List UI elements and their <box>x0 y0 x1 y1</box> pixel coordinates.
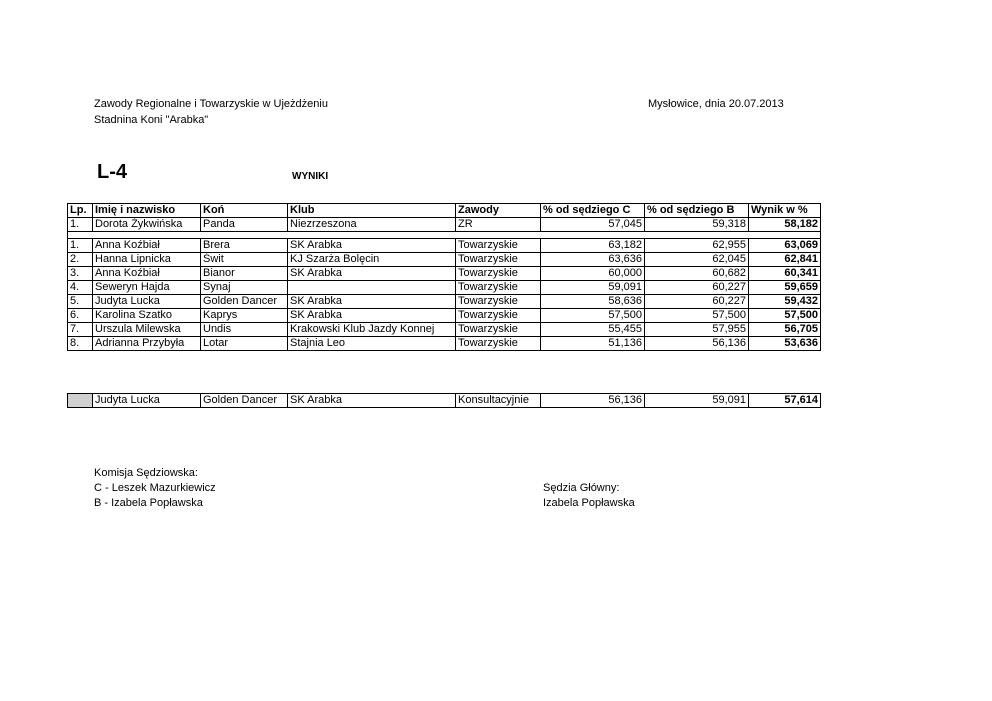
cell-horse: Brera <box>201 239 288 253</box>
col-header-lp: Lp. <box>68 204 93 218</box>
results-heading: WYNIKI <box>292 171 329 182</box>
table-header-row <box>68 204 821 218</box>
cell-lp: 1. <box>68 218 93 232</box>
cell-competition: Towarzyskie <box>456 253 541 267</box>
cell-competition: Towarzyskie <box>456 295 541 309</box>
cell-lp: 1. <box>68 239 93 253</box>
cell-judge-c: 55,455 <box>541 323 645 337</box>
cell-result: 60,341 <box>749 267 821 281</box>
cell-competition: Towarzyskie <box>456 239 541 253</box>
cell-judge-b: 59,318 <box>645 218 749 232</box>
cell-club: SK Arabka <box>288 239 456 253</box>
cell-name: Anna Koźbiał <box>93 239 201 253</box>
cell-name: Adrianna Przybyła <box>93 337 201 351</box>
judge-b: B - Izabela Popławska <box>94 497 203 509</box>
cell-club: Niezrzeszona <box>288 218 456 232</box>
col-header-judge-b: % od sędziego B <box>645 204 749 218</box>
cell-judge-c: 57,500 <box>541 309 645 323</box>
table-row <box>68 337 821 351</box>
cell-lp: 8. <box>68 337 93 351</box>
cell-judge-b: 60,682 <box>645 267 749 281</box>
cell-judge-b: 59,091 <box>645 394 749 408</box>
cell-lp: 5. <box>68 295 93 309</box>
cell-name: Judyta Lucka <box>93 295 201 309</box>
cell-name: Judyta Lucka <box>93 394 201 408</box>
cell-name: Karolina Szatko <box>93 309 201 323</box>
cell-lp: 2. <box>68 253 93 267</box>
cell-judge-b: 60,227 <box>645 295 749 309</box>
cell-horse: Synaj <box>201 281 288 295</box>
cell-judge-b: 62,955 <box>645 239 749 253</box>
table-row <box>68 253 821 267</box>
table-row <box>68 218 821 232</box>
cell-judge-b: 62,045 <box>645 253 749 267</box>
place-date: Mysłowice, dnia 20.07.2013 <box>648 98 784 110</box>
table-row <box>68 323 821 337</box>
chief-judge-title: Sędzia Główny: <box>543 482 620 494</box>
cell-competition: Konsultacyjnie <box>456 394 541 408</box>
col-header-judge-c: % od sędziego C <box>541 204 645 218</box>
cell-club: SK Arabka <box>288 309 456 323</box>
cell-club: Stajnia Leo <box>288 337 456 351</box>
cell-name: Urszula Milewska <box>93 323 201 337</box>
spacer-cell <box>68 232 821 239</box>
table-row <box>68 267 821 281</box>
cell-horse: Kaprys <box>201 309 288 323</box>
cell-result: 59,659 <box>749 281 821 295</box>
cell-horse: Golden Dancer <box>201 295 288 309</box>
cell-lp <box>68 394 93 408</box>
cell-judge-c: 63,182 <box>541 239 645 253</box>
event-title: Zawody Regionalne i Towarzyskie w Ujeżdżeniu <box>94 98 328 110</box>
col-header-result: Wynik w % <box>749 204 821 218</box>
col-header-horse: Koń <box>201 204 288 218</box>
cell-judge-b: 60,227 <box>645 281 749 295</box>
judge-c: C - Leszek Mazurkiewicz <box>94 482 216 494</box>
cell-judge-c: 56,136 <box>541 394 645 408</box>
venue-name: Stadnina Koni "Arabka" <box>94 114 209 126</box>
cell-club: SK Arabka <box>288 267 456 281</box>
cell-result: 63,069 <box>749 239 821 253</box>
cell-horse: Golden Dancer <box>201 394 288 408</box>
cell-horse: Lotar <box>201 337 288 351</box>
chief-judge-name: Izabela Popławska <box>543 497 635 509</box>
cell-judge-c: 60,000 <box>541 267 645 281</box>
col-header-name: Imię i nazwisko <box>93 204 201 218</box>
cell-club <box>288 281 456 295</box>
cell-result: 62,841 <box>749 253 821 267</box>
cell-judge-c: 51,136 <box>541 337 645 351</box>
cell-lp: 6. <box>68 309 93 323</box>
commission-title: Komisja Sędziowska: <box>94 467 198 479</box>
consultation-table <box>67 393 821 408</box>
cell-club: Krakowski Klub Jazdy Konnej <box>288 323 456 337</box>
cell-result: 57,614 <box>749 394 821 408</box>
cell-result: 56,705 <box>749 323 821 337</box>
cell-club: KJ Szarża Bolęcin <box>288 253 456 267</box>
class-code: L-4 <box>97 161 127 183</box>
col-header-competition: Zawody <box>456 204 541 218</box>
cell-name: Dorota Żykwińska <box>93 218 201 232</box>
cell-club: SK Arabka <box>288 295 456 309</box>
table-row <box>68 309 821 323</box>
table-row <box>68 281 821 295</box>
cell-name: Hanna Lipnicka <box>93 253 201 267</box>
cell-result: 53,636 <box>749 337 821 351</box>
cell-lp: 7. <box>68 323 93 337</box>
cell-lp: 3. <box>68 267 93 281</box>
cell-judge-b: 56,136 <box>645 337 749 351</box>
cell-horse: Panda <box>201 218 288 232</box>
cell-horse: Bianor <box>201 267 288 281</box>
col-header-club: Klub <box>288 204 456 218</box>
cell-name: Seweryn Hajda <box>93 281 201 295</box>
cell-lp: 4. <box>68 281 93 295</box>
cell-competition: Towarzyskie <box>456 337 541 351</box>
cell-judge-c: 58,636 <box>541 295 645 309</box>
cell-competition: ZR <box>456 218 541 232</box>
cell-competition: Towarzyskie <box>456 309 541 323</box>
cell-club: SK Arabka <box>288 394 456 408</box>
cell-horse: Undis <box>201 323 288 337</box>
table-row <box>68 295 821 309</box>
cell-result: 58,182 <box>749 218 821 232</box>
cell-competition: Towarzyskie <box>456 281 541 295</box>
cell-result: 59,432 <box>749 295 821 309</box>
cell-result: 57,500 <box>749 309 821 323</box>
cell-judge-c: 57,045 <box>541 218 645 232</box>
cell-judge-b: 57,955 <box>645 323 749 337</box>
results-table <box>67 203 821 351</box>
table-row <box>68 394 821 408</box>
cell-judge-c: 59,091 <box>541 281 645 295</box>
table-row <box>68 239 821 253</box>
cell-competition: Towarzyskie <box>456 267 541 281</box>
cell-judge-b: 57,500 <box>645 309 749 323</box>
spacer-row <box>68 232 821 239</box>
cell-name: Anna Koźbiał <box>93 267 201 281</box>
cell-competition: Towarzyskie <box>456 323 541 337</box>
cell-judge-c: 63,636 <box>541 253 645 267</box>
cell-horse: Świt <box>201 253 288 267</box>
